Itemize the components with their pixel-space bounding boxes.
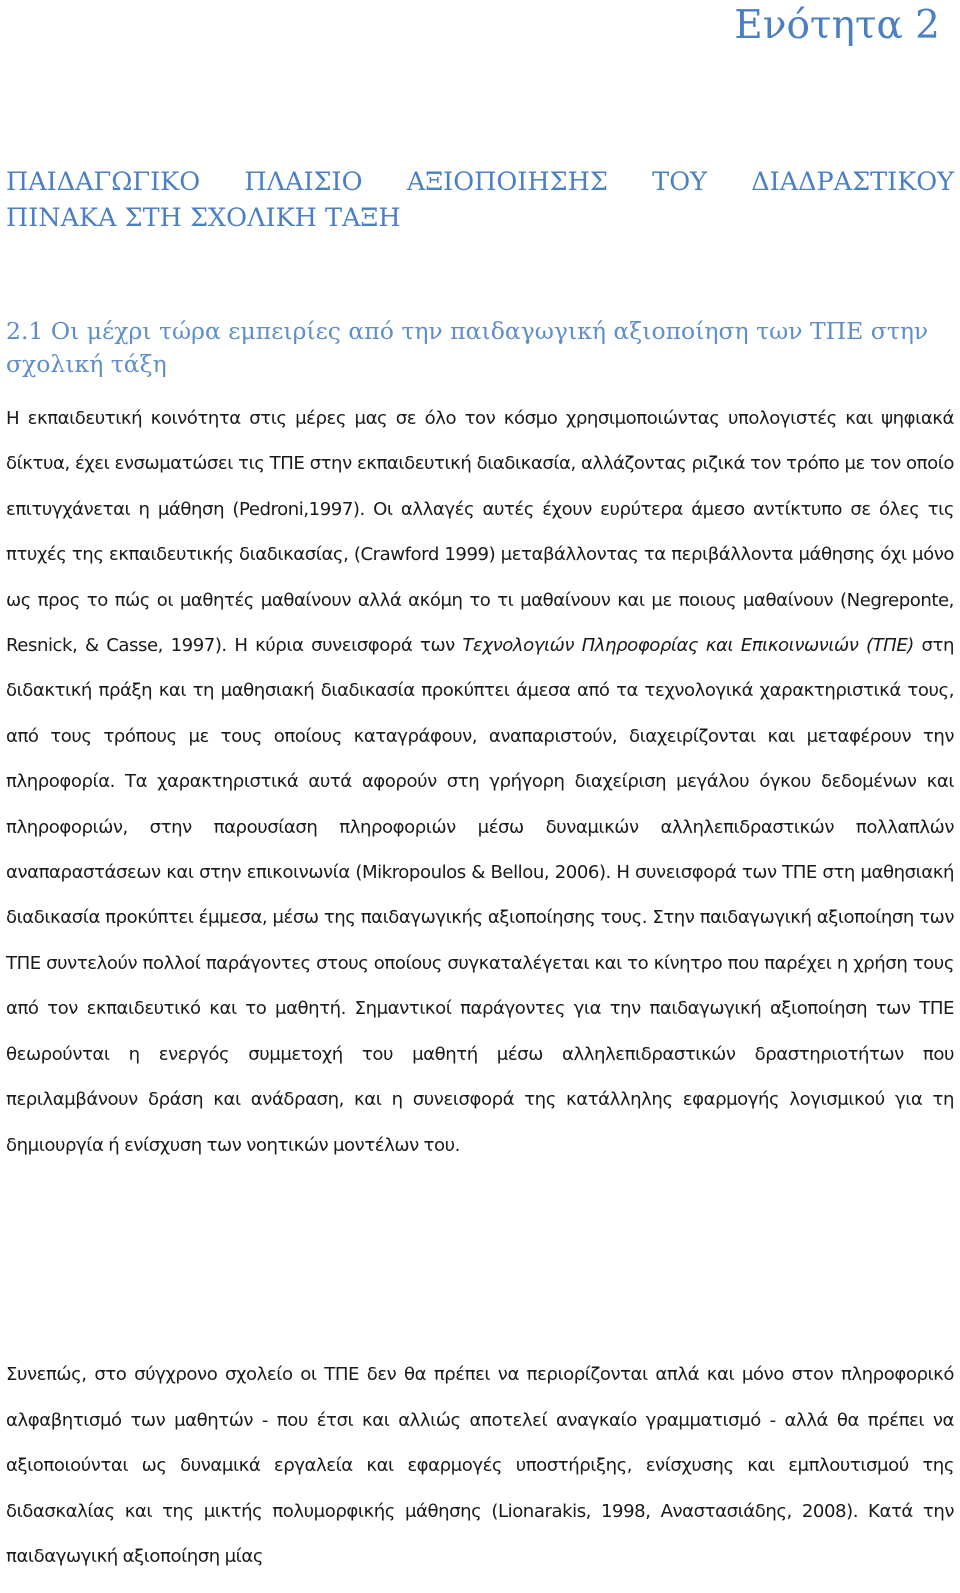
subsection-title: 2.1 Οι μέχρι τώρα εμπειρίες από την παιδαγωγική αξιοποίηση των ΤΠΕ στην σχολική τάξη bbox=[6, 317, 929, 378]
body-paragraph-2: Συνεπώς, στο σύγχρονο σχολείο οι ΤΠΕ δεν θα πρέπει να περιορίζονται απλά και μόνο στον πληροφορικό αλφαβητισμό των μαθητών - που έτσι και αλλιώς αποτελεί αναγκαίο γραμματισμό - αλλά θα πρέπει να αξιοποιούνται ως δυναμικά εργαλεία και εφαρμογές υποστήριξης, ενίσχυσης και εμπλουτισμού της διδασκαλίας και της μικτής πολυμορφικής μάθησης (Lionarakis, 1998, Αναστασιάδης, 2008). Κατά την παιδαγωγική αξιοποίηση μίας bbox=[6, 1364, 954, 1567]
section-title bbox=[6, 164, 954, 236]
paragraph-1-text-part-1: Η εκπαιδευτική κοινότητα στις μέρες μας σε όλο τον κόσμο χρησιμοποιώντας υπολογιστές και ψηφιακά δίκτυα, έχει ενσωματώσει τις ΤΠΕ στην εκπαιδευτική διαδικασία, αλλάζοντας ριζικά τον τρόπο με τον οποίο επιτυγχάνεται η μάθηση (Pedroni,1997). Οι αλλαγές αυτές έχουν ευρύτερα άμεσο αντίκτυπο σε όλες τις πτυχές της εκπαιδευτικής διαδικασίας, (Crawford 1999) μεταβάλλοντας τα περιβάλλοντα μάθησης όχι μόνο ως προς το πώς οι μαθητές μαθαίνουν αλλά ακόμη το τι μαθαίνουν και με ποιους μαθαίνουν (Negreponte, Resnick, & Casse, 1997). Η κύρια συνεισφορά των bbox=[6, 408, 954, 657]
section-title-line-2: ΠΙΝΑΚΑ ΣΤΗ ΣΧΟΛΙΚΗ ΤΑΞΗ bbox=[6, 203, 401, 233]
paragraph-1-text-part-2: στη διδακτική πράξη και τη μαθησιακή διαδικασία προκύπτει άμεσα από τα τεχνολογικά χαρακτηριστικά τους, από τους τρόπους με τους οποίους καταγράφουν, αναπαριστούν, διαχειρίζονται και μεταφέρουν την πληροφορία. Τα χαρακτηριστικά αυτά αφορούν στη γρήγορη διαχείριση μεγάλου όγκου δεδομένων και πληροφοριών, στην παρουσίαση πληροφοριών μέσω δυναμικών αλληλεπιδραστικών πολλαπλών αναπαραστάσεων και στην επικοινωνία (Mikropoulos & Bellou, 2006). Η συνεισφορά των ΤΠΕ στη μαθησιακή διαδικασία προκύπτει έμμεσα, μέσω της παιδαγωγικής αξιοποίησης τους. Στην παιδαγωγική αξιοποίηση των ΤΠΕ συντελούν πολλοί παράγοντες στους οποίους συγκαταλέγεται και το κίνητρο που παρέχει η χρήση τους από τον εκπαιδευτικό και το μαθητή. Σημαντικοί παράγοντες για την παιδαγωγική αξιοποίηση των ΤΠΕ θεωρούνται η ενεργός συμμετοχή του μαθητή μέσω αλληλεπιδραστικών δραστηριοτήτων που περιλαμβάνουν δράση και ανάδραση, και η συνεισφορά της κατάλληλης εφαρμογής λογισμικού για τη δημιουργία ή ενίσχυση των νοητικών μοντέλων του. bbox=[6, 635, 954, 1156]
paragraph-1-italic-term: Τεχνολογιών Πληροφορίας και Επικοινωνιών (ΤΠΕ) bbox=[462, 635, 914, 657]
chapter-title: Ενότητα 2 bbox=[734, 3, 940, 48]
body-paragraph-1 bbox=[6, 396, 954, 1168]
section-title-line-1: ΠΑΙΔΑΓΩΓΙΚΟ ΠΛΑΙΣΙΟ ΑΞΙΟΠΟΙΗΣΗΣ ΤΟΥ ΔΙΑΔΡΑΣΤΙΚΟΥ bbox=[6, 167, 954, 197]
